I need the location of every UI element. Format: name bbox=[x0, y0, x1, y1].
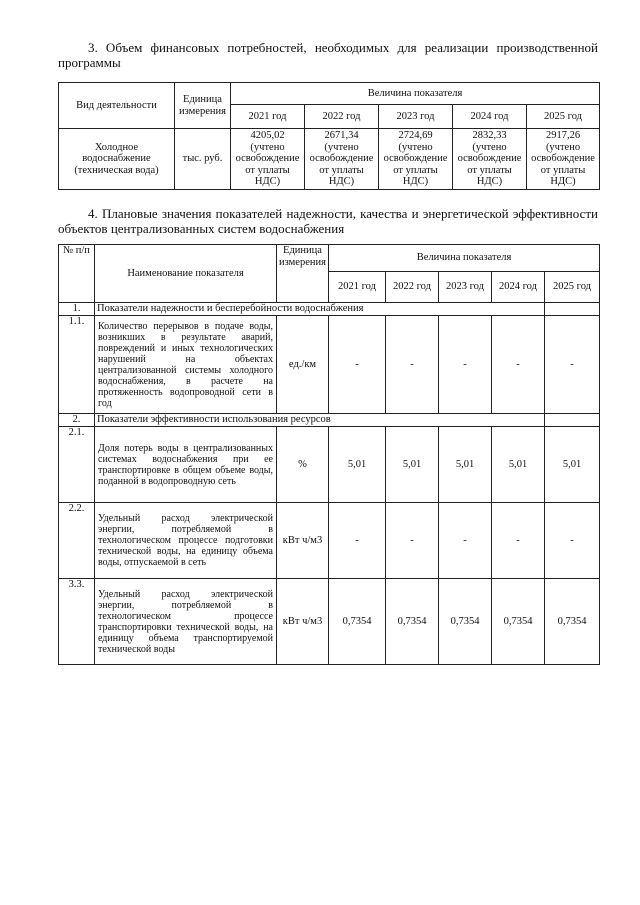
header-year: 2021 год bbox=[329, 272, 386, 303]
row-name: Количество перерывов в подаче воды, возникших в результате аварий, повреждений и иных технологических нарушений на объектах централизованной системы холодного водоснабжения, в расчете на протяженность водопроводной сети в год bbox=[95, 316, 277, 414]
row-name: Удельный расход электрической энергии, потребляемой в технологическом процессе транспортировки технической воды, на единицу объема транспортируемой технической воды bbox=[95, 579, 277, 665]
header-year: 2025 год bbox=[545, 272, 600, 303]
section-title: Показатели надежности и бесперебойности водоснабжения bbox=[95, 303, 545, 316]
row-value: - bbox=[439, 503, 492, 579]
row-value: - bbox=[329, 316, 386, 414]
empty-cell bbox=[545, 303, 600, 316]
header-activity: Вид деятельности bbox=[59, 83, 175, 129]
header-value: Величина показателя bbox=[329, 245, 600, 272]
row-unit: % bbox=[277, 427, 329, 503]
header-year: 2024 год bbox=[492, 272, 545, 303]
row-num: 3.3. bbox=[59, 579, 95, 665]
row-unit: ед./км bbox=[277, 316, 329, 414]
header-year: 2022 год bbox=[386, 272, 439, 303]
header-year: 2022 год bbox=[305, 105, 379, 129]
header-name: Наименование показателя bbox=[95, 245, 277, 303]
row-value: 5,01 bbox=[545, 427, 600, 503]
cell-value: 2917,26 (учтено освобождение от уплаты НДС) bbox=[527, 129, 600, 190]
section4-heading: 4. Плановые значения показателей надежности, качества и энергетической эффективности объектов централизованных систем водоснабжения bbox=[58, 206, 598, 236]
header-unit: Единица измерения bbox=[277, 245, 329, 303]
row-num: 1.1. bbox=[59, 316, 95, 414]
row-value: 5,01 bbox=[386, 427, 439, 503]
row-value: 0,7354 bbox=[386, 579, 439, 665]
row-unit: кВт ч/м3 bbox=[277, 579, 329, 665]
section-row bbox=[59, 303, 600, 316]
row-value: 0,7354 bbox=[329, 579, 386, 665]
table-row bbox=[59, 579, 600, 665]
row-value: - bbox=[545, 316, 600, 414]
cell-value: 2724,69 (учтено освобождение от уплаты НДС) bbox=[379, 129, 453, 190]
row-value: - bbox=[439, 316, 492, 414]
cell-value: 2671,34 (учтено освобождение от уплаты НДС) bbox=[305, 129, 379, 190]
section-title: Показатели эффективности использования ресурсов bbox=[95, 414, 545, 427]
header-year: 2025 год bbox=[527, 105, 600, 129]
row-value: 5,01 bbox=[492, 427, 545, 503]
row-value: - bbox=[492, 316, 545, 414]
table-row bbox=[59, 316, 600, 414]
header-value: Величина показателя bbox=[231, 83, 600, 105]
row-value: - bbox=[386, 316, 439, 414]
financial-needs-table bbox=[58, 82, 600, 190]
row-num: 2.2. bbox=[59, 503, 95, 579]
row-value: 5,01 bbox=[439, 427, 492, 503]
row-value: 0,7354 bbox=[439, 579, 492, 665]
row-value: - bbox=[492, 503, 545, 579]
cell-value: 2832,33 (учтено освобождение от уплаты НДС) bbox=[453, 129, 527, 190]
cell-activity: Холодное водоснабжение (техническая вода) bbox=[59, 129, 175, 190]
row-unit: кВт ч/м3 bbox=[277, 503, 329, 579]
table-row bbox=[59, 503, 600, 579]
empty-cell bbox=[545, 414, 600, 427]
indicators-table bbox=[58, 244, 600, 665]
row-num: 2. bbox=[59, 414, 95, 427]
row-num: 1. bbox=[59, 303, 95, 316]
section-row bbox=[59, 414, 600, 427]
header-year: 2023 год bbox=[379, 105, 453, 129]
table-row bbox=[59, 427, 600, 503]
row-value: - bbox=[545, 503, 600, 579]
row-num: 2.1. bbox=[59, 427, 95, 503]
row-value: 5,01 bbox=[329, 427, 386, 503]
header-year: 2024 год bbox=[453, 105, 527, 129]
cell-unit: тыс. руб. bbox=[175, 129, 231, 190]
row-value: 0,7354 bbox=[545, 579, 600, 665]
header-num: № п/п bbox=[59, 245, 95, 303]
section3-heading: 3. Объем финансовых потребностей, необходимых для реализации производственной программы bbox=[58, 40, 598, 70]
row-name: Доля потерь воды в централизованных системах водоснабжения при ее транспортировке в общем объеме воды, поданной в водопроводную сеть bbox=[95, 427, 277, 503]
cell-value: 4205,02 (учтено освобождение от уплаты НДС) bbox=[231, 129, 305, 190]
header-year: 2023 год bbox=[439, 272, 492, 303]
row-value: - bbox=[386, 503, 439, 579]
row-value: 0,7354 bbox=[492, 579, 545, 665]
header-year: 2021 год bbox=[231, 105, 305, 129]
row-value: - bbox=[329, 503, 386, 579]
header-unit: Единица измерения bbox=[175, 83, 231, 129]
row-name: Удельный расход электрической энергии, потребляемой в технологическом процессе подготовки технической воды, на единицу объема воды, отпускаемой в сеть bbox=[95, 503, 277, 579]
